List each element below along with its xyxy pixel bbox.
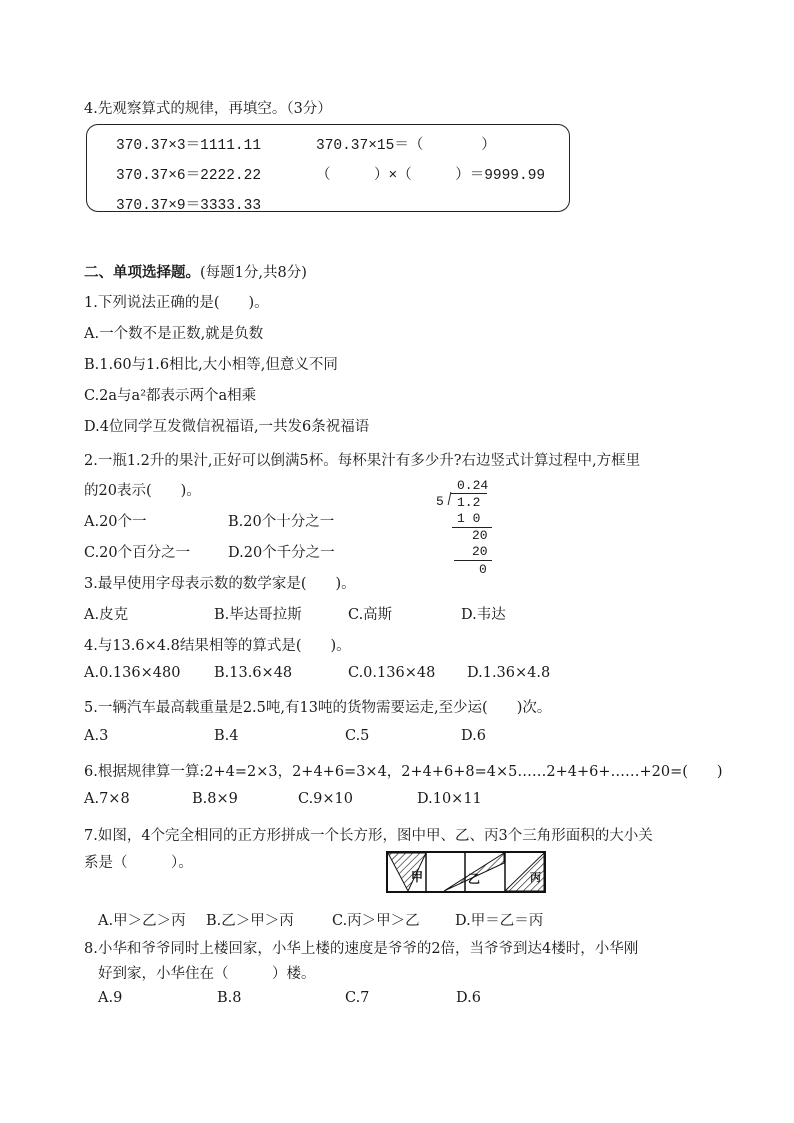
question-5-option-b: B.4	[214, 728, 239, 744]
division-step-2: 20	[472, 528, 488, 543]
question-3-option-c: C.高斯	[348, 607, 393, 623]
question-3-stem: 3.最早使用字母表示数的数学家是( )。	[84, 576, 356, 592]
question-2-option-a: A.20个一	[84, 514, 147, 530]
division-quotient: 0.24	[457, 478, 489, 493]
question-6-stem: 6.根据规律算一算:2+4=2×3，2+4+6=3×4，2+4+6+8=4×5……2+4+6+……+20=( )	[84, 764, 723, 780]
fill-blank-eq-1: 370.37×15＝（ ）	[316, 138, 496, 154]
division-dividend: 1.2	[457, 495, 481, 510]
question-5-stem: 5.一辆汽车最高载重量是2.5吨,有13吨的货物需要运走,至少运( )次。	[84, 700, 552, 716]
label-yi: 乙	[468, 872, 481, 886]
fill-blank-eq-2: （ ）×（ ）＝9999.99	[316, 168, 546, 184]
q4-title: 4.先观察算式的规律，再填空。（3分）	[84, 101, 332, 117]
division-divisor: 5	[436, 494, 444, 509]
four-squares-figure	[386, 851, 546, 893]
question-7-option-a: A.甲＞乙＞丙	[98, 913, 186, 929]
question-1-option-c: C.2a与a²都表示两个a相乘	[84, 388, 257, 404]
question-1-option-a: A.一个数不是正数,就是负数	[84, 326, 264, 342]
question-8-option-a: A.9	[98, 990, 123, 1006]
question-7-stem-line2: 系是（ ）。	[84, 855, 193, 871]
question-3-option-d: D.韦达	[461, 607, 506, 623]
section-title: 二、单项选择题。	[84, 264, 200, 281]
question-8-option-c: C.7	[345, 990, 370, 1006]
question-6-option-a: A.7×8	[84, 791, 130, 807]
question-4-stem: 4.与13.6×4.8结果相等的算式是( )。	[84, 638, 351, 654]
question-4-option-d: D.1.36×4.8	[467, 665, 551, 681]
label-jia: 甲	[411, 870, 424, 884]
division-step-1: 1 0	[457, 511, 481, 526]
question-4-option-c: C.0.136×48	[348, 665, 436, 681]
question-8-option-b: B.8	[217, 990, 242, 1006]
question-2-stem-line2: 的20表示( )。	[84, 483, 201, 499]
section-note: (每题1分,共8分)	[200, 265, 307, 281]
division-remainder: 0	[479, 562, 487, 577]
question-5-option-a: A.3	[84, 728, 109, 744]
question-2-option-b: B.20个十分之一	[228, 514, 335, 530]
question-4-option-a: A.0.136×480	[84, 665, 181, 681]
division-bar	[451, 493, 487, 494]
question-2-option-c: C.20个百分之一	[84, 545, 191, 561]
question-7-stem-line1: 7.如图，4个完全相同的正方形拼成一个长方形，图中甲、乙、丙3个三角形面积的大小关	[84, 828, 653, 844]
question-6-option-b: B.8×9	[192, 791, 238, 807]
division-line-2	[454, 560, 492, 561]
question-5-option-c: C.5	[345, 728, 370, 744]
question-3-option-a: A.皮克	[84, 607, 129, 623]
question-8-stem-line2: 好到家，小华住在（ ）楼。	[98, 966, 316, 982]
question-2-stem-line1: 2.一瓶1.2升的果汁,正好可以倒满5杯。每杯果汁有多少升?右边竖式计算过程中,方框里	[84, 453, 641, 469]
question-7-option-d: D.甲＝乙＝丙	[455, 913, 544, 929]
label-bing: 丙	[530, 871, 541, 884]
pattern-eq-1: 370.37×3＝1111.11	[116, 138, 262, 154]
question-7-option-c: C.丙＞甲＞乙	[332, 913, 420, 929]
question-6-option-c: C.9×10	[298, 791, 354, 807]
question-5-option-d: D.6	[461, 728, 486, 744]
question-1-option-d: D.4位同学互发微信祝福语,一共发6条祝福语	[84, 419, 370, 435]
question-6-option-d: D.10×11	[417, 791, 482, 807]
question-1-stem: 1.下列说法正确的是( )。	[84, 295, 269, 311]
division-step-3: 20	[472, 544, 488, 559]
pattern-eq-2: 370.37×6＝2222.22	[116, 168, 262, 184]
pattern-eq-3: 370.37×9＝3333.33	[116, 198, 262, 214]
question-3-option-b: B.毕达哥拉斯	[214, 607, 302, 623]
question-8-option-d: D.6	[456, 990, 481, 1006]
question-4-option-b: B.13.6×48	[214, 665, 293, 681]
question-2-option-d: D.20个千分之一	[228, 545, 335, 561]
section-heading	[84, 261, 307, 282]
question-1-option-b: B.1.60与1.6相比,大小相等,但意义不同	[84, 357, 338, 373]
question-8-stem-line1: 8.小华和爷爷同时上楼回家，小华上楼的速度是爷爷的2倍，当爷爷到达4楼时，小华刚	[84, 941, 639, 957]
question-7-option-b: B.乙＞甲＞丙	[206, 913, 294, 929]
